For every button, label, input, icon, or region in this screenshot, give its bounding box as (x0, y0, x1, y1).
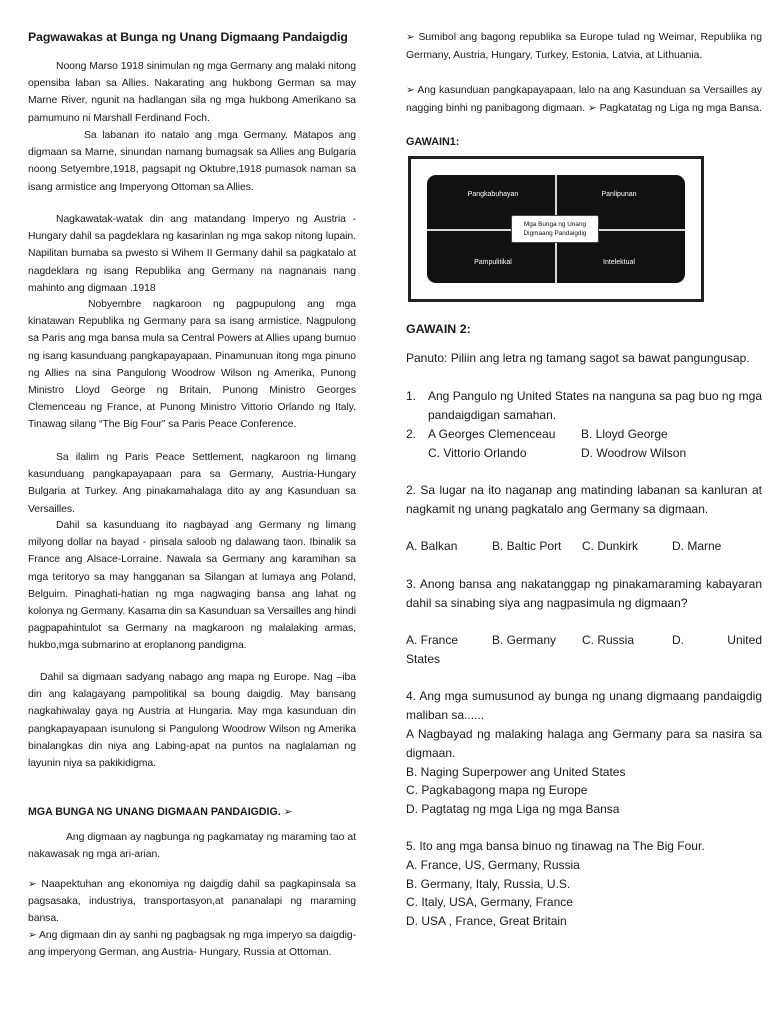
gawain2-label: GAWAIN 2: (406, 322, 471, 336)
question-5-option-a: A. France, US, Germany, Russia (406, 858, 580, 872)
paragraph-3: Nagkawatak-watak din ang matandang Imperyo ng Austria - Hungary dahil sa pagdeklara ng kasarinlan ng mga sakop nitong lupain. Napilitan bumaba sa pwesto si Wihem II Germany dahil sa pagkatalo at nagdeklara ng isang Republika ang Germany na nagnanais nang mahinto ang digmaan .1918 (28, 214, 356, 294)
question-5-text: 5. Ito ang mga bansa binuo ng tinawag na The Big Four. (406, 839, 705, 853)
question-1-option-b: B. Lloyd George (581, 427, 668, 441)
question-3-option-d-line1: D. United (672, 633, 762, 647)
question-5-option-c: C. Italy, USA, Germany, France (406, 895, 573, 909)
diagram-center-label: Mga Bunga ng Unang Digmaang Pandaigdig (511, 215, 599, 243)
question-4-text: 4. Ang mga sumusunod ay bunga ng unang digmaang pandaigdig maliban sa...... (406, 689, 762, 722)
gawain1-diagram (408, 156, 704, 302)
paragraph-4: Nobyembre nagkaroon ng pagpupulong ang mga kinatawan Republika ng Germany para sa isang armistice. Nagpulong sa Paris ang mga bansa mula sa Central Powers at Allies upang bumuo ng isang kasunduang pangkapayapaan. Pinamunuan itong mga pinuno ng Allies na sina Pangulong Woodrow Wilson ng Amerika, Punong Ministro Lloyd George ng Britain, Punong Ministro Georges Clemenceau ng France, at Punong Ministro Vittorio Orlando ng Italy. Tinawag silang “The Big Four” sa Paris Peace Conference. (28, 299, 356, 431)
quadrant-bottom-left: Pampulitikal (474, 259, 512, 266)
quadrant-bottom-right: Intelektual (603, 259, 635, 266)
question-4-option-a: A Nagbayad ng malaking halaga ang Germany para sa nasira sa digmaan. (406, 727, 762, 760)
question-2-option-a: A. Balkan (406, 539, 458, 553)
question-2-option-b: B. Baltic Port (492, 539, 562, 553)
question-2-text: 2. Sa lugar na ito naganap ang matinding labanan sa kanluran at nagkamit ng unang pagkatalo ang Germany sa digmaan. (406, 483, 762, 516)
question-4-option-c: C. Pagkabagong mapa ng Europe (406, 783, 588, 797)
paragraph-6: Dahil sa kasunduang ito nagbayad ang Germany ng limang milyong dollar na bayad - pinsala saloob ng dalawang taon. Ibinalik sa France ang Alsace-Lorraine. Nawala sa Germany ang karamihan sa mga teritoryo sa may hangganan sa Silangan at lumaya ang Poland, Belguim. Pinaghati-hatian ng mga nagwaging bansa ang lahat ng kolonya ng Germany. Kasama din sa Kasunduan sa Versailles ang hindi pagpapahintulot sa Germany na magkaroon ng malalaking armas, hukbo,mga submarino at eroplanong pandigma. (28, 520, 357, 652)
bunga-2: ➢ Naapektuhan ang ekonomiya ng daigdig dahil sa pagkapinsala sa pagsasaka, industriya, transportasyon,at pananalapi ng maraming bansa. (28, 879, 356, 925)
question-1-option-d: D. Woodrow Wilson (581, 446, 687, 460)
quadrant-top-left: Pangkabuhayan (467, 191, 519, 198)
diagram-matrix (427, 175, 685, 283)
question-5-option-d: D. USA , France, Great Britain (406, 914, 567, 928)
bunga-1: Ang digmaan ay nagbunga ng pagkamatay ng maraming tao at nakawasak ng mga ari-arian. (28, 832, 356, 861)
paragraph-7: Dahil sa digmaan sadyang nabago ang mapa ng Europe. Nag –iba din ang kalagayang pampolitikal sa boung daigdig. May bansang nagkahiwalay gaya ng Austria at Hungaria. May mga kasunduan din pangkapayapaan isunulong si Pangulong Woodrow Wilson ng Amerika binalangkas din niya ang Labing-apat na puntos na naglalaman ng layunin niya sa pakikidigma. (28, 672, 356, 770)
question-1-text: Ang Pangulo ng United States na nanguna sa pag buo ng mga pandaigdigan samahan. (428, 389, 762, 422)
question-2-option-d: D. Marne (672, 539, 722, 553)
bunga-3: ➢ Ang digmaan din ay sanhi ng pagbagsak ng mga imperyo sa daigdig-ang imperyong German, ang Austria- Hungary, Russia at Ottoman. (28, 930, 356, 959)
paragraph-1: Noong Marso 1918 sinimulan ng mga Germany ang malaki nitong opensiba laban sa Allies. Nakarating ang hukbong German sa may Marne River, ngunit na hadlangan sila ng mga hukbong Amerikano sa pamumuno ni Marshall Ferdinand Foch. (28, 61, 356, 124)
question-3-options (406, 631, 762, 671)
quadrant-top-right: Panlipunan (601, 191, 637, 198)
question-4-option-b: B. Naging Superpower ang United States (406, 765, 626, 779)
question-5-option-b: B. Germany, Italy, Russia, U.S. (406, 877, 571, 891)
paragraph-5: Sa ilalim ng Paris Peace Settlement, nagkaroon ng limang kasunduang pangkapayapaan para sa Germany, Austria-Hungary Bulgaria at Turkey. Ang pinakamahalaga dito ay ang Kasunduan sa Versailles. (28, 452, 356, 515)
question-2-option-c: C. Dunkirk (582, 539, 639, 553)
question-1-options (406, 425, 762, 465)
question-2-options (406, 537, 762, 557)
question-1-option-a: A Georges Clemenceau (428, 427, 556, 441)
question-3-option-a: A. France (406, 633, 459, 647)
bullet-versailles: ➢ Ang kasunduan pangkapayapaan, lalo na ang Kasunduan sa Versailles ay nagging binhi ng panibagong digmaan. ➢ Pagkatatag ng Liga ng mga Bansa. (406, 85, 762, 114)
section-heading: MGA BUNGA NG UNANG DIGMAAN PANDAIGDIG. ➢ (28, 806, 293, 818)
question-3-text: 3. Anong bansa ang nakatanggap ng pinakamaraming kabayaran dahil sa sinabing siya ang nagpasimula ng digmaan? (406, 577, 762, 610)
question-3-option-b: B. Germany (492, 633, 557, 647)
question-3-option-c: C. Russia (582, 633, 635, 647)
question-4-option-d: D. Pagtatag ng mga Liga ng mga Bansa (406, 802, 620, 816)
panuto: Panuto: Piliin ang letra ng tamang sagot sa bawat pangungusap. (406, 351, 750, 365)
question-1-option-c: C. Vittorio Orlando (428, 446, 527, 460)
gawain1-label: GAWAIN1: (406, 136, 460, 148)
question-1-number: 1. (406, 389, 417, 403)
page-title: Pagwawakas at Bunga ng Unang Digmaang Pandaigdig (28, 30, 348, 44)
bullet-republics: ➢ Sumibol ang bagong republika sa Europe tulad ng Weimar, Republika ng Germany, Austria, Hungary, Turkey, Estonia, Latvia, at Lithuania. (406, 32, 762, 61)
question-1-option-number: 2. (406, 427, 417, 441)
paragraph-2: Sa labanan ito natalo ang mga Germany. Matapos ang digmaan sa Marne, sinundan namang bumagsak sa Allies ang Bulgaria noong Setyembre,1918, pagsapit ng Oktubre,1918 pumasok naman sa isang armistice ang Imperyong Ottoman sa Allies. (28, 130, 356, 193)
question-3-option-d-line2: States (406, 652, 441, 666)
